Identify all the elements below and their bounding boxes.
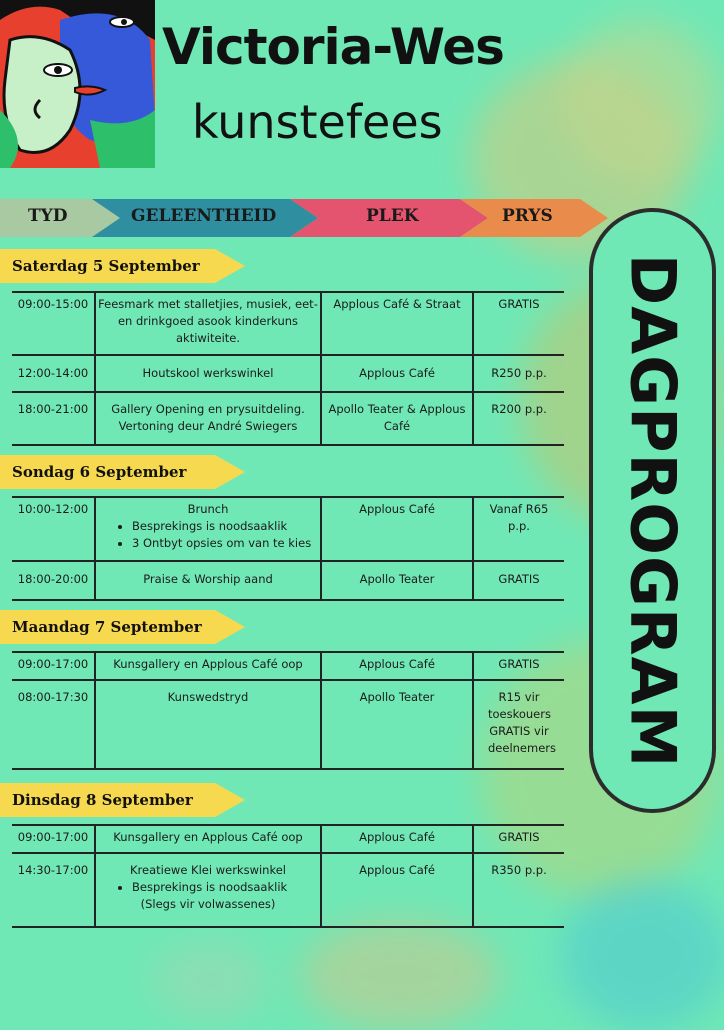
row-price: R200 p.p. [472, 393, 564, 444]
row-price: R15 vir toeskouers GRATIS vir deelnemers [472, 681, 564, 768]
row-event: Kunsgallery en Applous Café oop [94, 653, 320, 679]
table-row [12, 854, 564, 928]
row-event: Praise & Worship aand [94, 562, 320, 599]
day-label: Sondag 6 September [12, 463, 187, 481]
table-row [12, 562, 564, 601]
row-venue: Applous Café [320, 498, 472, 560]
row-time: 14:30-17:00 [17, 863, 89, 877]
row-price: GRATIS [472, 293, 564, 354]
row-time: 10:00-12:00 [17, 502, 89, 516]
row-event: Feesmark met stalletjies, musiek, eet- en drinkgoed asook kinderkuns aktiwiteite. [94, 293, 320, 354]
row-price: GRATIS [472, 826, 564, 852]
row-venue: Apollo Teater [320, 562, 472, 599]
table-row [12, 293, 564, 356]
row-venue: Apollo Teater [320, 681, 472, 768]
table-row [12, 681, 564, 770]
row-venue: Applous Café & Straat [320, 293, 472, 354]
row-time: 18:00-20:00 [17, 572, 89, 586]
table-row [12, 826, 564, 854]
row-event [94, 498, 320, 560]
row-venue: Applous Café [320, 356, 472, 391]
day-label: Maandag 7 September [12, 618, 202, 636]
bullet-item: • 3 Ontbyt opsies om van te kies [132, 535, 320, 552]
row-time: 18:00-21:00 [17, 402, 89, 416]
header-time: TYD [28, 206, 68, 226]
festival-title: Victoria-Wes [162, 18, 504, 76]
table-row [12, 393, 564, 446]
row-price: GRATIS [472, 653, 564, 679]
header-event: GELEENTHEID [131, 206, 277, 226]
row-price: GRATIS [472, 562, 564, 599]
row-time: 09:00-17:00 [17, 657, 89, 671]
festival-illustration [0, 0, 155, 168]
table-row [12, 653, 564, 681]
watercolor-blob [560, 880, 724, 1030]
bullet-item: • Besprekings is noodsaaklik [132, 518, 320, 535]
watercolor-blob [150, 940, 270, 1020]
row-event: Kunswedstryd [94, 681, 320, 768]
bullet-item: • Besprekings is noodsaaklik [132, 879, 320, 896]
table-row [12, 498, 564, 562]
row-venue: Applous Café [320, 826, 472, 852]
row-venue: Applous Café [320, 854, 472, 926]
row-event: Gallery Opening en prysuitdeling. Vertoning deur André Swiegers [94, 393, 320, 444]
row-price: Vanaf R65 p.p. [472, 498, 564, 560]
row-event-bullets [96, 879, 320, 896]
day-label: Dinsdag 8 September [12, 791, 193, 809]
festival-subtitle: kunstefees [192, 95, 443, 149]
watercolor-blob [300, 920, 500, 1030]
row-event: Houtskool werkswinkel [94, 356, 320, 391]
row-time: 09:00-17:00 [17, 830, 89, 844]
row-event-title: Brunch [187, 502, 229, 516]
row-price: R350 p.p. [472, 854, 564, 926]
header-venue: PLEK [366, 206, 419, 226]
row-time: 08:00-17:30 [17, 690, 89, 704]
row-event [94, 854, 320, 926]
side-label: DAGPROGRAM [616, 253, 690, 769]
row-time: 12:00-14:00 [17, 366, 89, 380]
row-event-note: (Slegs vir volwassenes) [140, 897, 276, 911]
day-label: Saterdag 5 September [12, 257, 200, 275]
table-row [12, 356, 564, 393]
row-price: R250 p.p. [472, 356, 564, 391]
row-event: Kunsgallery en Applous Café oop [94, 826, 320, 852]
row-venue: Applous Café [320, 653, 472, 679]
row-event-title: Kreatiewe Klei werkswinkel [130, 863, 286, 877]
row-time: 09:00-15:00 [17, 297, 89, 311]
row-event-bullets [96, 518, 320, 552]
watercolor-blob [560, 20, 720, 180]
row-venue: Apollo Teater & Applous Café [320, 393, 472, 444]
header-price: PRYS [502, 206, 553, 226]
